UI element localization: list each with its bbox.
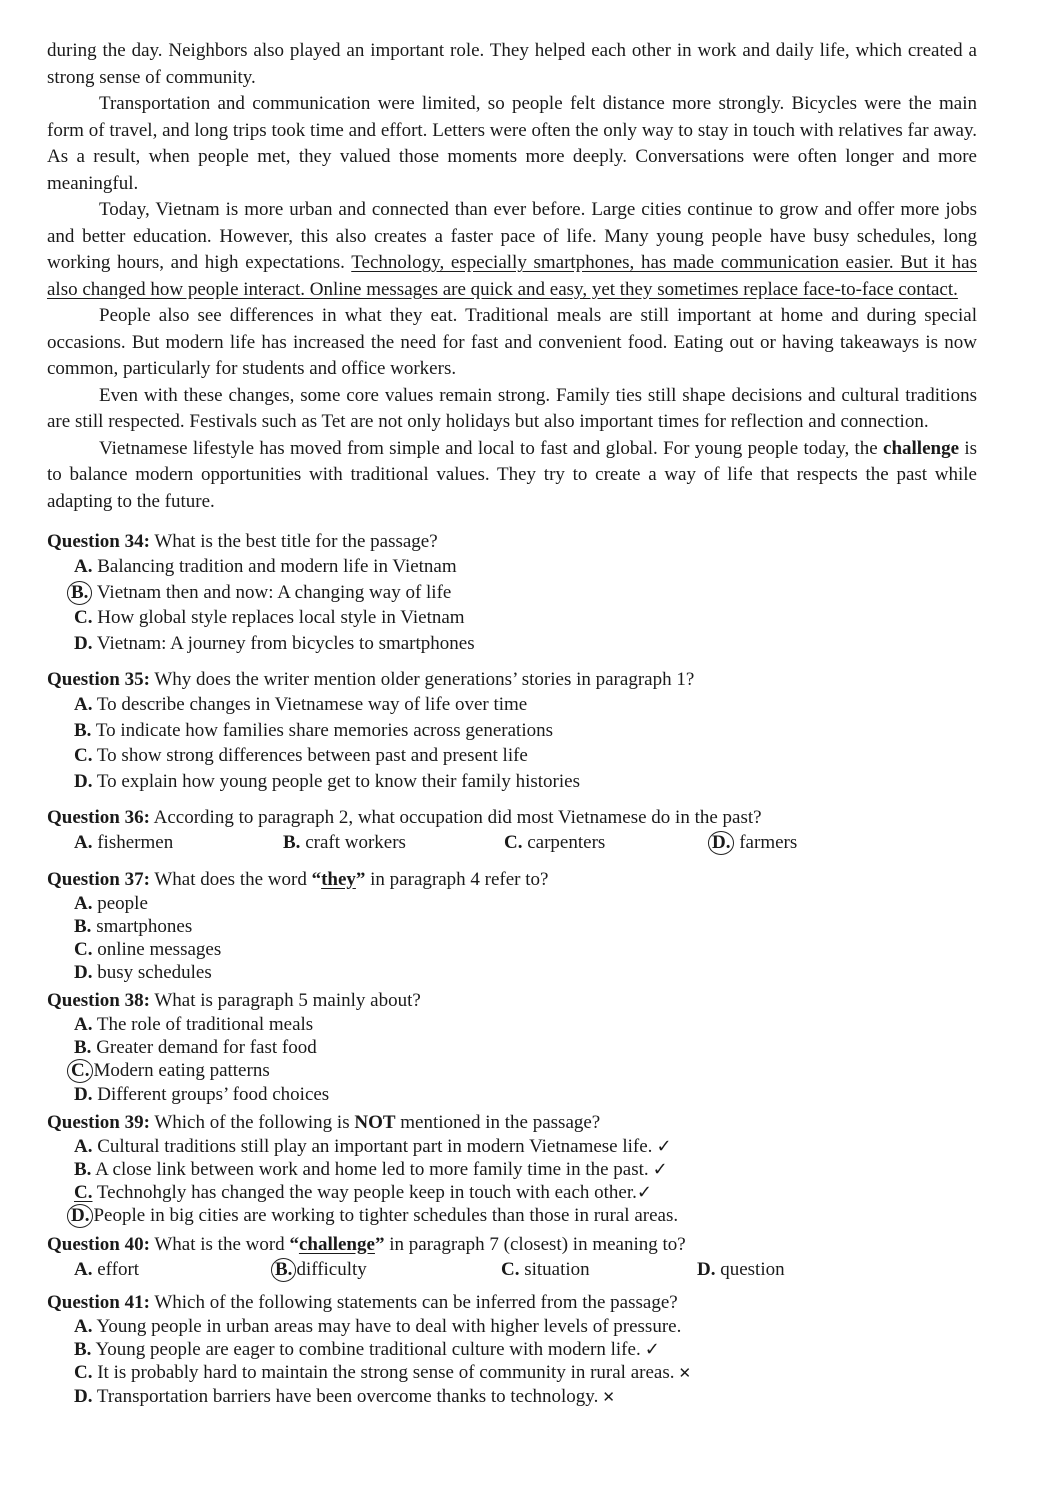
option-text: To show strong differences between past and present life <box>92 745 528 766</box>
option-letter: B. <box>74 915 92 937</box>
option-letter: A. <box>74 1316 93 1337</box>
question-stem <box>47 805 977 830</box>
quote-mark: ” <box>374 1233 385 1255</box>
option-letter: B. <box>74 719 92 741</box>
option-letter: A. <box>74 694 93 715</box>
option-a[interactable] <box>74 692 977 718</box>
option-c[interactable] <box>501 1257 697 1283</box>
question-stem <box>47 1290 977 1315</box>
question-stem <box>47 667 977 692</box>
option-text: Young people in urban areas may have to deal with higher levels of pressure. <box>92 1316 682 1337</box>
question-text: What is the best title for the passage? <box>149 531 438 552</box>
circled-answer: B. <box>67 581 92 605</box>
question-text: Which of the following statements can be inferred from the passage? <box>149 1292 678 1313</box>
option-row <box>47 830 977 856</box>
option-d[interactable] <box>74 769 977 795</box>
option-b[interactable] <box>283 830 504 856</box>
option-letter: A. <box>74 556 93 577</box>
option-text: Balancing tradition and modern life in Vietnam <box>92 556 457 577</box>
option-text: Cultural traditions still play an important part in modern Vietnamese life. <box>92 1135 653 1157</box>
option-letter: B. <box>74 1158 92 1180</box>
option-letter: C. <box>74 1181 93 1203</box>
keyword-challenge: challenge <box>883 437 960 459</box>
option-c-selected[interactable] <box>71 1059 977 1083</box>
option-letter: D. <box>74 1083 93 1105</box>
option-letter: A. <box>74 892 93 914</box>
option-text: fishermen <box>92 832 174 853</box>
option-text: craft workers <box>300 832 406 853</box>
option-text: Modern eating patterns <box>93 1059 270 1081</box>
option-letter: A. <box>74 1013 93 1035</box>
option-d-selected[interactable] <box>71 1204 977 1228</box>
question-text: What is the word <box>149 1233 290 1255</box>
option-c[interactable] <box>504 830 715 856</box>
option-list <box>47 692 977 794</box>
option-c[interactable] <box>74 1181 977 1204</box>
option-letter: A. <box>74 832 93 853</box>
option-text: A close link between work and home led to more family time in the past. <box>91 1158 649 1180</box>
circled-answer: D. <box>708 831 734 855</box>
option-text: How global style replaces local style in Vietnam <box>92 607 465 628</box>
option-text: question <box>715 1258 785 1280</box>
passage-paragraph-6: Even with these changes, some core values remain strong. Family ties still shape decisions and cultural traditions are still respected. Festivals such as Tet are not only holidays but also important times for reflection and connection. <box>47 384 977 432</box>
question-number: Question 36: <box>47 807 150 828</box>
option-letter: A. <box>74 1258 93 1280</box>
quote-mark: “ <box>311 868 322 890</box>
paragraph-4-text: Today, Vietnam is more urban and connected than ever before. Large cities continue to grow and offer more jobs and better education. However, this also creates a faster pace of life. Many young people have busy schedules, long working hours, and high expectations. <box>47 199 977 273</box>
question-text: What is paragraph 5 mainly about? <box>149 989 421 1011</box>
option-text: online messages <box>92 938 222 960</box>
option-a[interactable] <box>74 554 977 580</box>
option-d[interactable] <box>697 1257 785 1283</box>
circled-answer: B. <box>271 1258 296 1282</box>
circled-answer: C. <box>67 1059 93 1083</box>
question-number: Question 41: <box>47 1292 150 1313</box>
option-text: farmers <box>734 832 798 853</box>
check-mark-icon: ✓ <box>644 1339 660 1360</box>
option-letter: C. <box>74 745 93 766</box>
question-stem <box>47 1110 977 1135</box>
option-d[interactable] <box>74 631 977 657</box>
option-text: Technohgly has changed the way people keep in touch with each other. <box>92 1181 637 1203</box>
option-letter: D. <box>74 770 93 792</box>
option-text: Different groups’ food choices <box>92 1083 330 1105</box>
question-stem <box>47 867 977 892</box>
option-text: Vietnam: A journey from bicycles to smartphones <box>92 632 475 654</box>
quote-mark: ” <box>355 868 366 890</box>
question-text: What does the word <box>149 868 312 890</box>
option-row <box>47 1257 977 1283</box>
exam-page <box>47 38 977 1409</box>
option-letter: B. <box>74 1036 92 1058</box>
question-35 <box>47 667 977 794</box>
question-text: According to paragraph 2, what occupation did most Vietnamese do in the past? <box>149 807 762 828</box>
passage-paragraph-7 <box>47 436 977 516</box>
question-number: Question 38: <box>47 989 150 1011</box>
option-a[interactable] <box>74 830 283 856</box>
option-letter: D. <box>74 632 93 654</box>
paragraph-7-text-a: Vietnamese lifestyle has moved from simple and local to fast and global. For young people today, the <box>99 437 884 459</box>
option-b-selected[interactable] <box>275 1257 501 1283</box>
option-letter: D. <box>74 1386 93 1407</box>
option-a[interactable] <box>74 1135 977 1158</box>
option-c[interactable] <box>74 1361 977 1385</box>
question-text: mentioned in the passage? <box>395 1111 601 1133</box>
passage-paragraph-5: People also see differences in what they eat. Traditional meals are still important at home and during special occasions. But modern life has increased the need for fast and convenient food. Eating out or having takeaways is now common, particularly for students and office workers. <box>47 305 977 379</box>
option-b-selected[interactable] <box>71 580 977 606</box>
passage-paragraph-4 <box>47 197 977 303</box>
question-39 <box>47 1110 977 1228</box>
option-letter: C. <box>501 1258 520 1280</box>
option-a[interactable] <box>74 1013 977 1036</box>
option-b[interactable] <box>74 1338 977 1361</box>
option-text: situation <box>519 1258 590 1280</box>
option-text: people <box>92 892 148 914</box>
option-d[interactable] <box>74 1083 977 1106</box>
option-d[interactable] <box>74 961 977 984</box>
option-letter: B. <box>283 832 301 853</box>
option-text: To indicate how families share memories across generations <box>91 719 554 741</box>
option-d[interactable] <box>74 1385 977 1409</box>
question-number: Question 40: <box>47 1233 150 1255</box>
option-list <box>47 554 977 656</box>
option-text: busy schedules <box>92 961 212 983</box>
option-text: smartphones <box>91 915 193 937</box>
question-text: in paragraph 4 refer to? <box>365 868 549 890</box>
option-text: To explain how young people get to know their family histories <box>92 770 580 792</box>
paragraph-7-text-b: is to balance modern opportunities with traditional values. They try to create a way of life that respects the past while adapting to the future. <box>47 437 977 512</box>
quote-mark: “ <box>289 1233 299 1255</box>
option-text: To describe changes in Vietnamese way of life over time <box>92 694 528 715</box>
question-36 <box>47 805 977 856</box>
option-text: Vietnam then and now: A changing way of life <box>92 581 452 603</box>
option-c[interactable] <box>74 743 977 769</box>
question-stem <box>47 529 977 554</box>
option-a[interactable] <box>74 892 977 915</box>
circled-answer: D. <box>67 1204 93 1228</box>
cross-mark-icon: ✕ <box>602 1388 615 1406</box>
question-number: Question 37: <box>47 868 150 890</box>
option-letter: D. <box>74 961 93 983</box>
option-text: Greater demand for fast food <box>91 1036 317 1058</box>
option-letter: B. <box>74 1339 92 1360</box>
check-mark-icon: ✓ <box>652 1158 668 1180</box>
option-list <box>47 892 977 984</box>
referenced-word: challenge <box>298 1233 375 1255</box>
cross-mark-icon: ✕ <box>678 1364 692 1382</box>
option-text: The role of traditional meals <box>92 1013 314 1035</box>
option-list <box>47 1013 977 1106</box>
option-text: Young people are eager to combine traditional culture with modern life. <box>91 1339 641 1360</box>
question-number: Question 39: <box>47 1111 150 1133</box>
option-list <box>47 1135 977 1228</box>
question-number: Question 35: <box>47 669 150 690</box>
check-mark-icon: ✓ <box>636 1181 652 1203</box>
option-a[interactable] <box>74 1315 977 1338</box>
option-text: effort <box>92 1258 140 1280</box>
emphasis-not: NOT <box>354 1111 396 1133</box>
question-text: Which of the following is <box>149 1111 355 1133</box>
check-mark-icon: ✓ <box>656 1135 672 1157</box>
question-38 <box>47 988 977 1106</box>
question-number: Question 34: <box>47 531 150 552</box>
option-b[interactable] <box>74 1158 977 1181</box>
question-stem <box>47 1232 977 1257</box>
referenced-word: they <box>321 868 356 890</box>
question-text: Why does the writer mention older generations’ stories in paragraph 1? <box>149 669 695 690</box>
option-letter: C. <box>74 607 93 628</box>
option-letter: D. <box>697 1258 716 1280</box>
passage-paragraph-2-continued: during the day. Neighbors also played an important role. They helped each other in work and daily life, which created a strong sense of community. <box>47 40 977 88</box>
question-41 <box>47 1290 977 1409</box>
option-letter: C. <box>74 1362 93 1383</box>
option-c[interactable] <box>74 938 977 961</box>
option-text: carpenters <box>522 832 606 853</box>
question-37 <box>47 867 977 984</box>
question-stem <box>47 988 977 1013</box>
option-letter: A. <box>74 1135 93 1157</box>
option-letter: C. <box>74 938 93 960</box>
option-c[interactable] <box>74 605 977 631</box>
option-text: It is probably hard to maintain the strong sense of community in rural areas. <box>92 1362 675 1383</box>
option-b[interactable] <box>74 1036 977 1059</box>
option-d-selected[interactable] <box>712 830 798 856</box>
option-list <box>47 1315 977 1409</box>
option-b[interactable] <box>74 915 977 938</box>
passage-paragraph-3: Transportation and communication were limited, so people felt distance more strongly. Bicycles were the main form of travel, and long trips took time and effort. Letters were often the only way to stay in touch with relatives far away. As a result, when people met, they valued those moments more deeply. Conversations were often longer and more meaningful. <box>47 93 977 194</box>
option-b[interactable] <box>74 718 977 744</box>
question-34 <box>47 529 977 656</box>
option-text: Transportation barriers have been overcome thanks to technology. <box>92 1386 599 1407</box>
question-40 <box>47 1232 977 1283</box>
option-text: People in big cities are working to tighter schedules than those in rural areas. <box>93 1204 679 1226</box>
question-text: in paragraph 7 (closest) in meaning to? <box>384 1233 686 1255</box>
option-text: difficulty <box>296 1258 367 1280</box>
option-letter: C. <box>504 832 523 853</box>
option-a[interactable] <box>74 1257 278 1283</box>
paragraph-4-underlined: Technology, especially smartphones, has made communication easier. But it has also changed how people interact. Online messages are quick and easy, yet they sometimes replace face-to-face contact. <box>47 252 977 300</box>
